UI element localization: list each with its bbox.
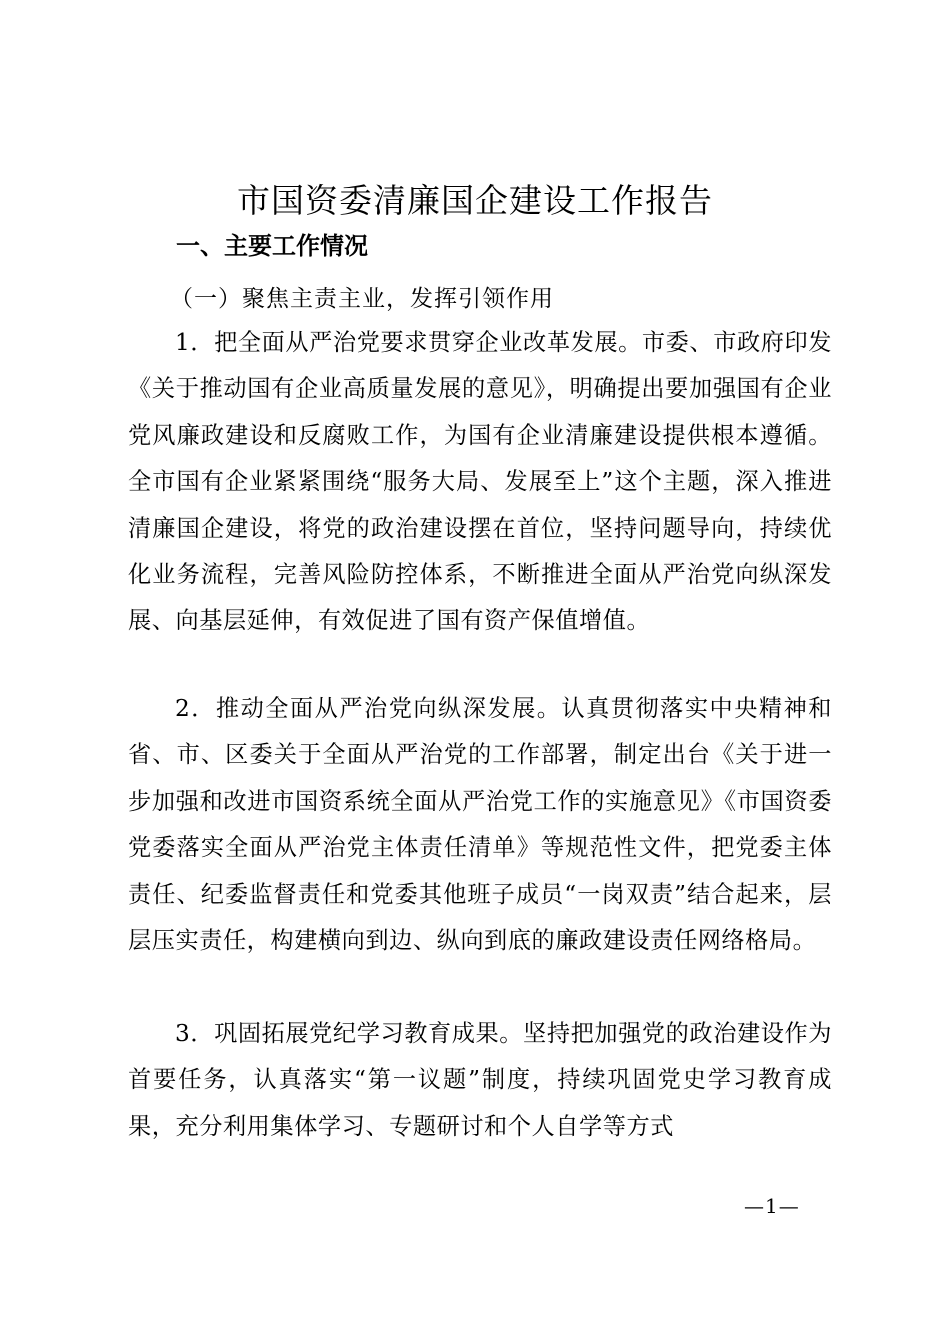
paragraph-2: 2．推动全面从严治党向纵深发展。认真贯彻落实中央精神和省、市、区委关于全面从严治党的工作部署，制定出台《关于进一步加强和改进市国资系统全面从严治党工作的实施意见》《市国资委党委落实全面从严治党主体责任清单》等规范性文件，把党委主体责任、纪委监督责任和党委其他班子成员“一岗双责”结合起来，层层压实责任，构建横向到边、纵向到底的廉政建设责任网络格局。 [128,695,832,955]
document-title: 市国资委清廉国企建设工作报告 [237,181,713,220]
paragraph-1: 1．把全面从严治党要求贯穿企业改革发展。市委、市政府印发《关于推动国有企业高质量发展的意见》，明确提出要加强国有企业党风廉政建设和反腐败工作，为国有企业清廉建设提供根本遵循。全市国有企业紧紧围绕“服务大局、发展至上”这个主题，深入推进清廉国企建设，将党的政治建设摆在首位，坚持问题导向，持续优化业务流程，完善风险防控体系，不断推进全面从严治党向纵深发展、向基层延伸，有效促进了国有资产保值增值。 [128,329,832,635]
subsection-heading: （一）聚焦主责主业，发挥引领作用 [170,286,554,312]
page-number: —1— [744,1194,800,1218]
paragraph-3: 3．巩固拓展党纪学习教育成果。坚持把加强党的政治建设作为首要任务，认真落实“第一议题”制度，持续巩固党史学习教育成果，充分利用集体学习、专题研讨和个人自学等方式 [128,1020,832,1140]
section-heading: 一、主要工作情况 [176,232,368,260]
